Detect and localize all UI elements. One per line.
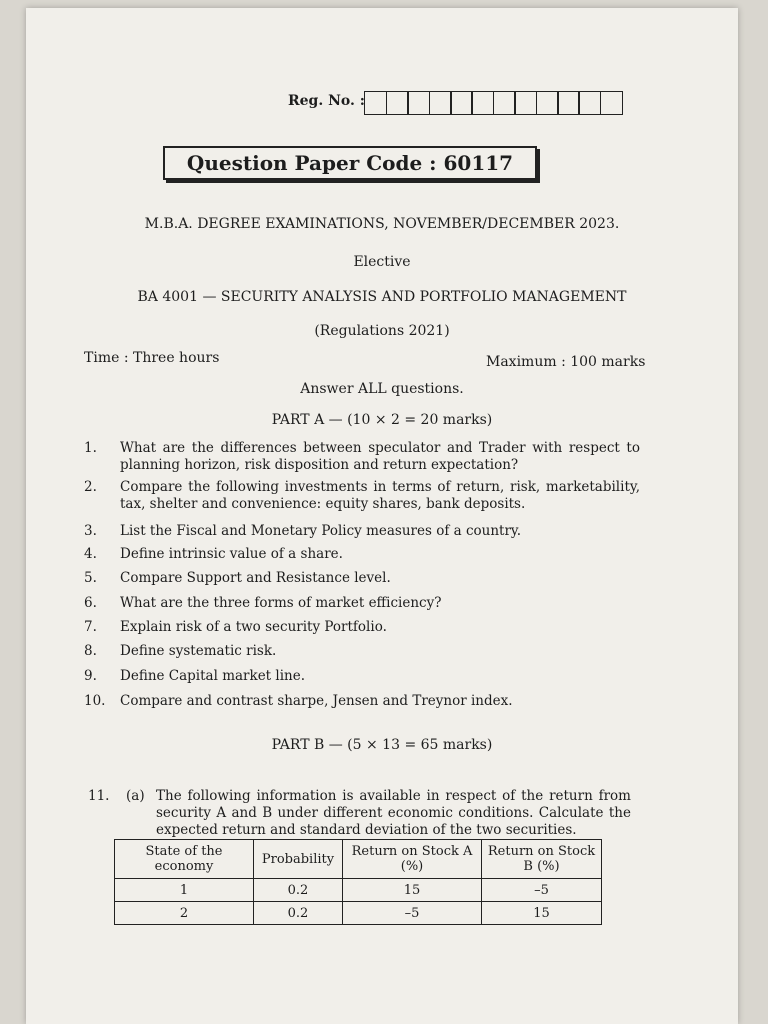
reg-no-boxes (366, 91, 623, 115)
maximum-marks: Maximum : 100 marks (486, 354, 646, 370)
question-text: Define Capital market line. (120, 668, 306, 684)
table-cell: 15 (482, 902, 602, 925)
reg-no-box (600, 91, 623, 115)
table-cell: 0.2 (254, 902, 343, 925)
table-cell: 1 (115, 879, 254, 902)
question-text: Define systematic risk. (120, 643, 277, 659)
reg-no-box (471, 91, 494, 115)
header-probability: Probability (254, 840, 343, 879)
exam-category: Elective (353, 254, 411, 270)
question-number: 6. (84, 595, 97, 611)
reg-no-box (578, 91, 601, 115)
question-paper-page (26, 8, 738, 1024)
header-return-b: Return on Stock B (%) (482, 840, 602, 879)
table-cell: 2 (115, 902, 254, 925)
subject-title: BA 4001 — SECURITY ANALYSIS AND PORTFOLIO MANAGEMENT (137, 289, 627, 305)
header-return-a: Return on Stock A (%) (343, 840, 482, 879)
question-text: Define intrinsic value of a share. (120, 546, 343, 562)
reg-no-box (536, 91, 559, 115)
returns-table (114, 839, 602, 925)
exam-title: M.B.A. DEGREE EXAMINATIONS, NOVEMBER/DECEMBER 2023. (144, 216, 620, 232)
table-cell: –5 (343, 902, 482, 925)
time-allowed: Time : Three hours (84, 350, 220, 366)
table-header-row (115, 840, 602, 879)
reg-no-box (493, 91, 516, 115)
question-text: Explain risk of a two security Portfolio. (120, 619, 387, 635)
reg-no-box (364, 91, 387, 115)
part-a-heading: PART A — (10 × 2 = 20 marks) (271, 412, 493, 428)
question-number: 8. (84, 643, 97, 659)
table-body (115, 879, 602, 925)
question-11-text: The following information is available in respect of the return from security A and B under different economic conditions. Calculate the expected return and standard deviation of the two securities. (156, 788, 631, 838)
reg-no-box (450, 91, 473, 115)
question-number: 7. (84, 619, 97, 635)
question-text: Compare the following investments in terms of return, risk, marketability, tax, shelter and convenience: equity shares, bank deposits. (120, 479, 640, 512)
question-text: What are the three forms of market efficiency? (120, 595, 442, 611)
part-b-heading: PART B — (5 × 13 = 65 marks) (271, 737, 493, 753)
table-cell: 0.2 (254, 879, 343, 902)
table-cell: –5 (482, 879, 602, 902)
regulations: (Regulations 2021) (314, 323, 450, 339)
question-11-sub: (a) (126, 788, 145, 804)
table-row (115, 879, 602, 902)
question-number: 1. (84, 440, 97, 456)
question-number: 10. (84, 693, 106, 709)
question-number: 3. (84, 523, 97, 539)
reg-no-box (407, 91, 430, 115)
reg-no-box (429, 91, 452, 115)
paper-code-box: Question Paper Code : 60117 (163, 146, 537, 180)
question-number: 5. (84, 570, 97, 586)
question-number: 9. (84, 668, 97, 684)
question-text: Compare and contrast sharpe, Jensen and Treynor index. (120, 693, 513, 709)
question-number: 4. (84, 546, 97, 562)
reg-no-box (386, 91, 409, 115)
header-state: State of the economy (115, 840, 254, 879)
table-cell: 15 (343, 879, 482, 902)
question-number: 2. (84, 479, 97, 495)
table-row (115, 902, 602, 925)
question-11-number: 11. (88, 788, 110, 804)
reg-no-box (557, 91, 580, 115)
reg-no-label: Reg. No. : (288, 93, 365, 109)
question-text: List the Fiscal and Monetary Policy measures of a country. (120, 523, 522, 539)
reg-no-box (514, 91, 537, 115)
question-text: What are the differences between speculator and Trader with respect to planning horizon, risk disposition and return expectation? (120, 440, 640, 473)
question-text: Compare Support and Resistance level. (120, 570, 391, 586)
instruction: Answer ALL questions. (300, 381, 464, 397)
